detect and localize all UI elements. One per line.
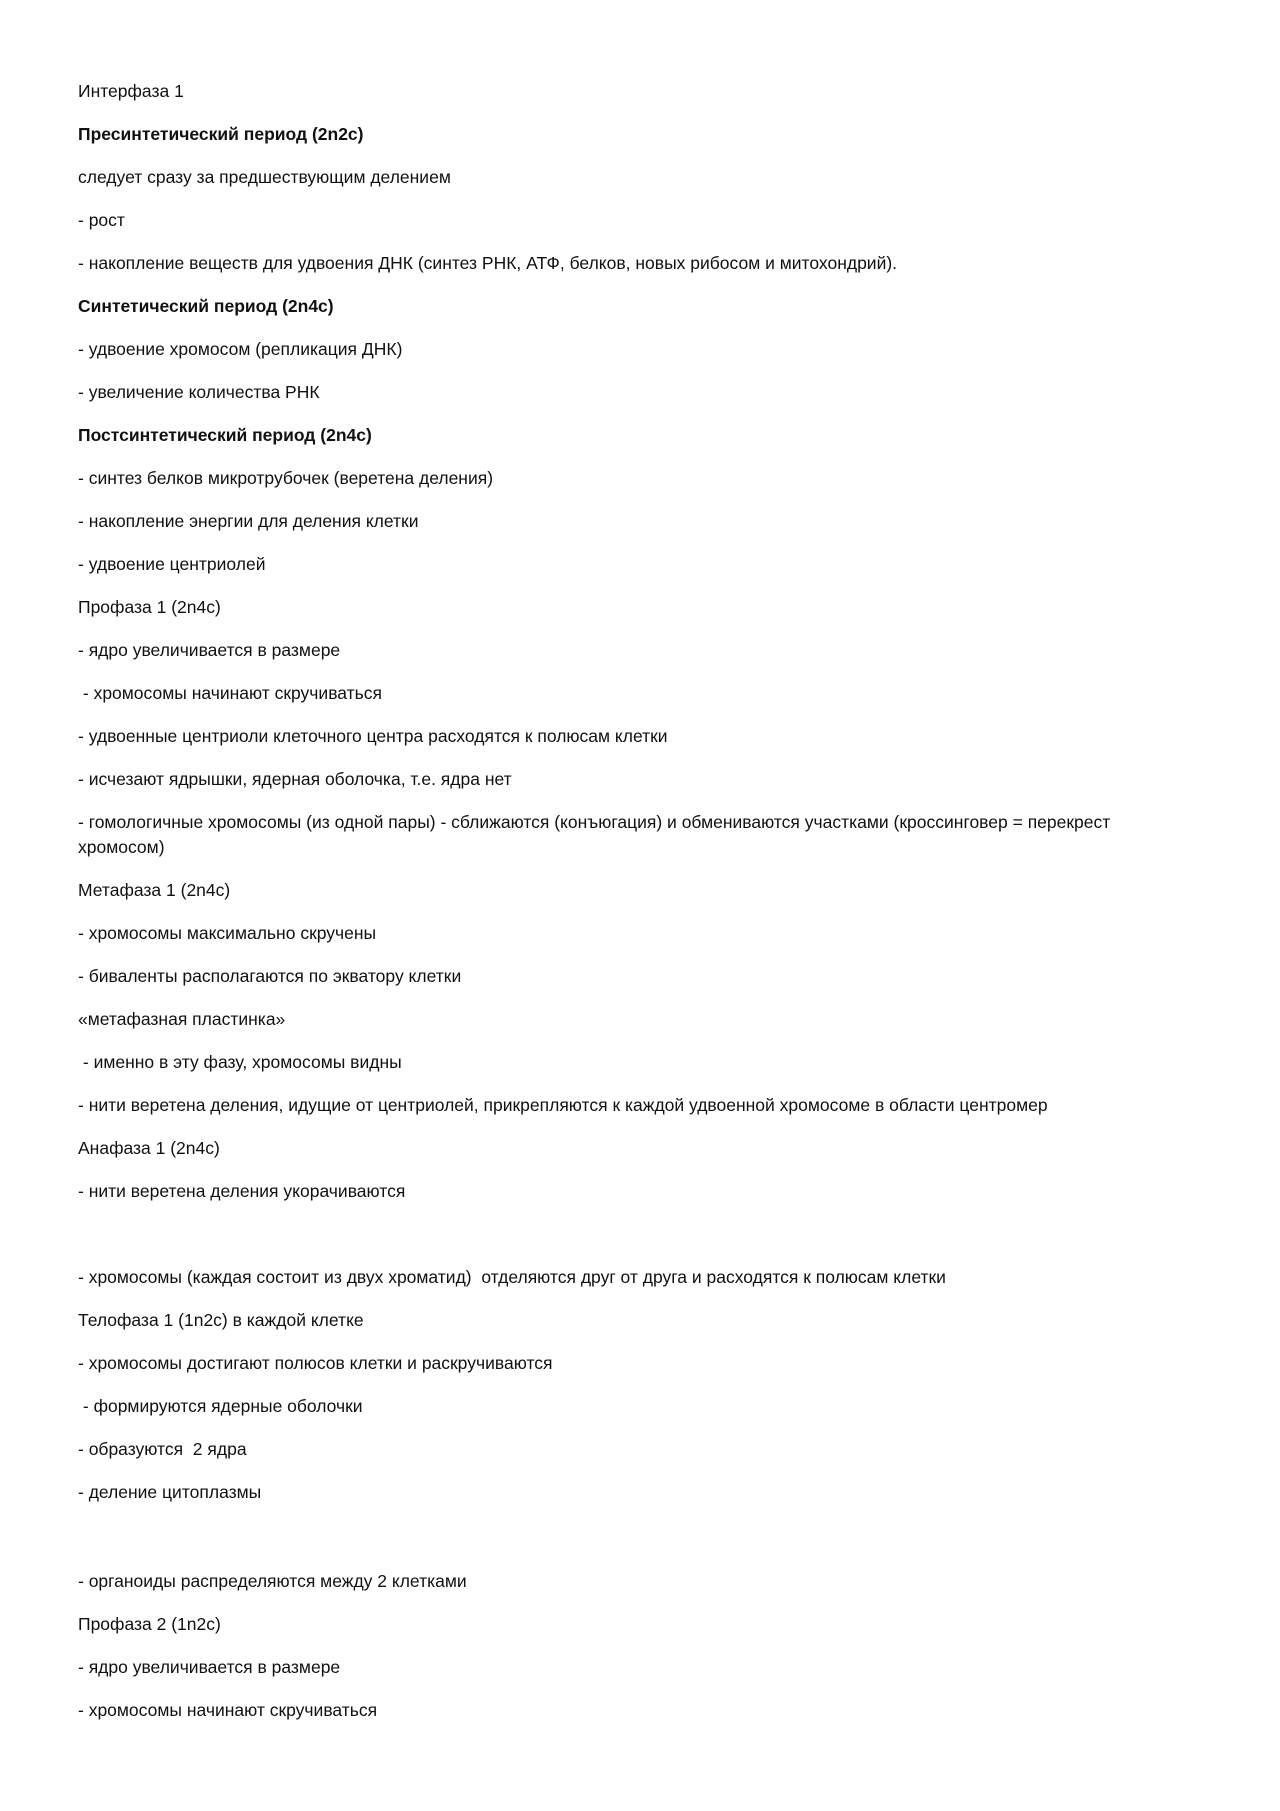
text-line: - биваленты располагаются по экватору клетки bbox=[78, 966, 462, 986]
text-line: следует сразу за предшествующим делением bbox=[78, 167, 451, 187]
text-line: - хромосомы начинают скручиваться bbox=[78, 1700, 378, 1720]
text-line: «метафазная пластинка» bbox=[78, 1009, 286, 1029]
text-line: - деление цитоплазмы bbox=[78, 1482, 262, 1502]
text-line: - исчезают ядрышки, ядерная оболочка, т.е. ядра нет bbox=[78, 769, 512, 789]
text-line: - органоиды распределяются между 2 клетками bbox=[78, 1571, 467, 1591]
phase-heading: Анафаза 1 (2n4c) bbox=[78, 1138, 220, 1158]
text-line: - удвоение хромосом (репликация ДНК) bbox=[78, 339, 403, 359]
text-line: - формируются ядерные оболочки bbox=[78, 1396, 363, 1416]
text-line: - ядро увеличивается в размере bbox=[78, 1657, 341, 1677]
text-line: - нити веретена деления, идущие от центриолей, прикрепляются к каждой удвоенной хромосоме в области центромер bbox=[78, 1095, 1048, 1115]
text-line: - нити веретена деления укорачиваются bbox=[78, 1181, 406, 1201]
text-line: - увеличение количества РНК bbox=[78, 382, 320, 402]
text-line: - хромосомы начинают скручиваться bbox=[78, 683, 383, 703]
section-heading: Синтетический период (2n4c) bbox=[78, 296, 334, 316]
text-line: - хромосомы достигают полюсов клетки и раскручиваются bbox=[78, 1353, 553, 1373]
phase-heading: Метафаза 1 (2n4c) bbox=[78, 880, 231, 900]
text-line: - гомологичные хромосомы (из одной пары) - сближаются (конъюгация) и обмениваются участками (кроссинговер = перекрест хромосом) bbox=[78, 812, 1116, 857]
text-line: - удвоение центриолей bbox=[78, 554, 266, 574]
text-line: - накопление веществ для удвоения ДНК (синтез РНК, АТФ, белков, новых рибосом и митохондрий). bbox=[78, 253, 898, 273]
phase-heading: Профаза 2 (1n2c) bbox=[78, 1614, 221, 1634]
text-line: - хромосомы максимально скручены bbox=[78, 923, 377, 943]
phase-heading: Телофаза 1 (1n2c) в каждой клетке bbox=[78, 1310, 364, 1330]
text-line: - накопление энергии для деления клетки bbox=[78, 511, 419, 531]
text-line: - рост bbox=[78, 210, 125, 230]
text-line: - именно в эту фазу, хромосомы видны bbox=[78, 1052, 402, 1072]
text-line: - удвоенные центриоли клеточного центра расходятся к полюсам клетки bbox=[78, 726, 668, 746]
text-line: Интерфаза 1 bbox=[78, 81, 184, 101]
text-line: - ядро увеличивается в размере bbox=[78, 640, 341, 660]
text-line: - синтез белков микротрубочек (веретена деления) bbox=[78, 468, 494, 488]
section-heading: Постсинтетический период (2n4c) bbox=[78, 425, 372, 445]
phase-heading: Профаза 1 (2n4c) bbox=[78, 597, 221, 617]
text-line: - хромосомы (каждая состоит из двух хроматид) отделяются друг от друга и расходятся к полюсам клетки bbox=[78, 1267, 946, 1287]
section-heading: Пресинтетический период (2n2c) bbox=[78, 124, 364, 144]
text-line: - образуются 2 ядра bbox=[78, 1439, 247, 1459]
